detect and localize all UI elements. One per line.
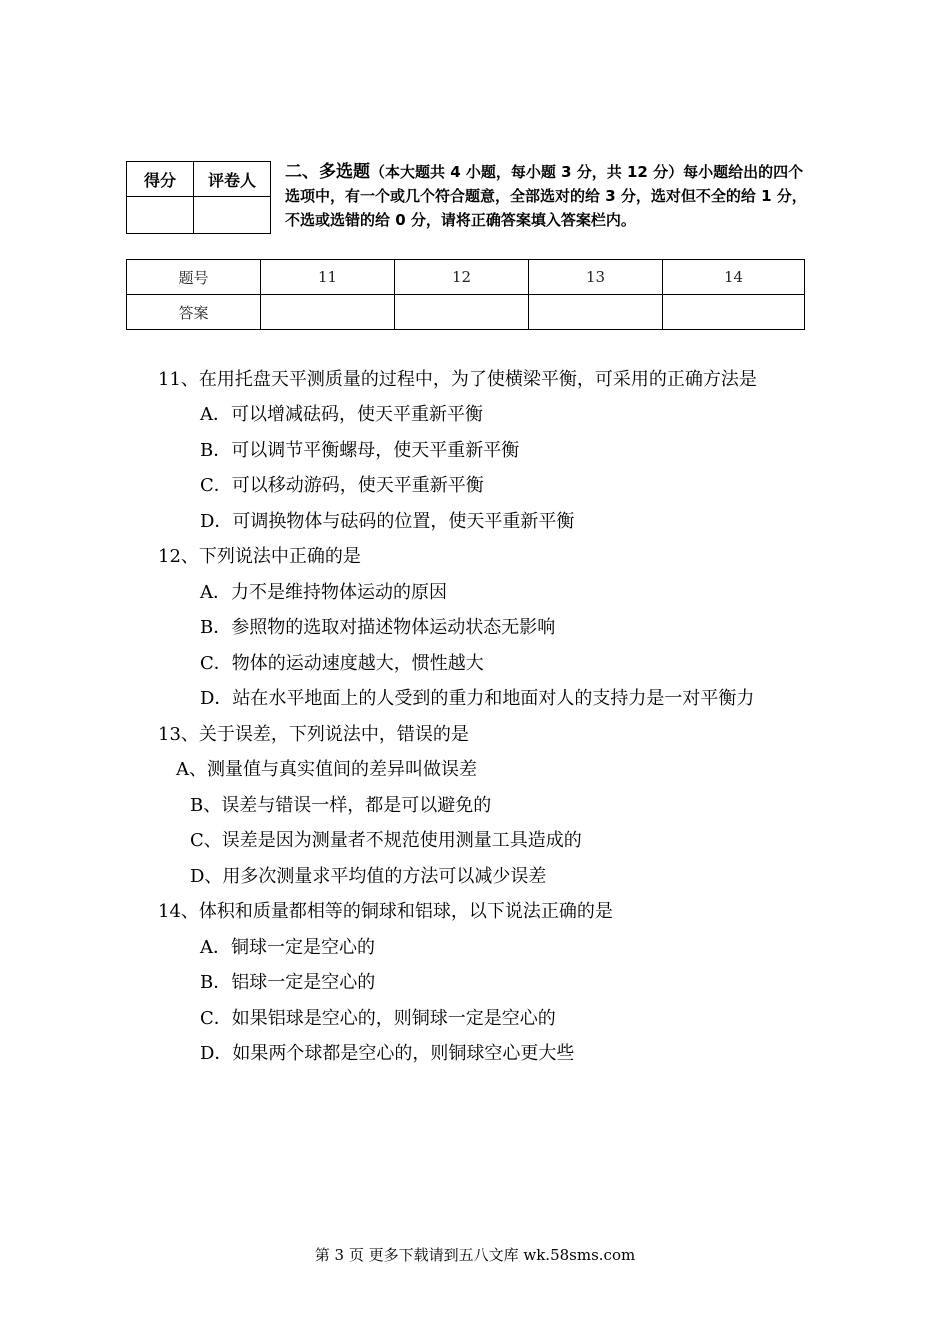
question-option: B．参照物的选取对描述物体运动状态无影响	[200, 617, 556, 638]
answer-cell-11[interactable]	[261, 295, 395, 330]
answer-table-number: 14	[663, 260, 805, 295]
score-label: 得分	[127, 162, 194, 197]
question-option: A．力不是维持物体运动的原因	[200, 582, 447, 603]
question-option: B．可以调节平衡螺母，使天平重新平衡	[200, 440, 520, 461]
question-option: C．物体的运动速度越大，惯性越大	[200, 653, 484, 674]
grader-field[interactable]	[194, 197, 271, 234]
answer-cell-13[interactable]	[529, 295, 663, 330]
question-option: B、误差与错误一样，都是可以避免的	[190, 795, 492, 816]
score-grader-box	[126, 161, 271, 234]
grader-label: 评卷人	[194, 162, 271, 197]
question-option: C．如果铝球是空心的，则铜球一定是空心的	[200, 1008, 556, 1029]
answer-cell-12[interactable]	[395, 295, 529, 330]
answer-table-number: 13	[529, 260, 663, 295]
question-stem: 12、下列说法中正确的是	[158, 546, 361, 567]
question-stem: 13、关于误差，下列说法中，错误的是	[158, 724, 469, 745]
answer-table-number: 12	[395, 260, 529, 295]
question-option: A、测量值与真实值间的差异叫做误差	[176, 759, 477, 780]
question-option: C、误差是因为测量者不规范使用测量工具造成的	[190, 830, 582, 851]
question-option: D．可调换物体与砝码的位置，使天平重新平衡	[200, 511, 575, 532]
answer-cell-14[interactable]	[663, 295, 805, 330]
score-field[interactable]	[127, 197, 194, 234]
section-instructions: （本大题共 4 小题，每小题 3 分，共 12 分）每小题给出的四个选项中，有一个或几个符合题意，全部选对的给 3 分，选对但不全的给 1 分，不选或选错的给 0 分，请将正确答案填入答案栏内。	[285, 163, 807, 229]
question-option: A．铜球一定是空心的	[200, 937, 375, 958]
question-option: C．可以移动游码，使天平重新平衡	[200, 475, 484, 496]
question-option: A．可以增减砝码，使天平重新平衡	[200, 404, 483, 425]
question-stem: 14、体积和质量都相等的铜球和铝球，以下说法正确的是	[158, 901, 613, 922]
answer-table-answer-label: 答案	[127, 295, 261, 330]
page-footer: 第 3 页 更多下载请到五八文库 wk.58sms.com	[314, 1246, 636, 1264]
answer-table	[126, 259, 805, 330]
question-option: D、用多次测量求平均值的方法可以减少误差	[190, 866, 547, 887]
question-option: D．站在水平地面上的人受到的重力和地面对人的支持力是一对平衡力	[200, 688, 755, 709]
question-option: D．如果两个球都是空心的，则铜球空心更大些	[200, 1043, 575, 1064]
answer-table-number-label: 题号	[127, 260, 261, 295]
section-header	[285, 160, 809, 232]
question-stem: 11、在用托盘天平测质量的过程中，为了使横梁平衡，可采用的正确方法是	[158, 369, 757, 390]
question-option: B．铝球一定是空心的	[200, 972, 376, 993]
section-title: 二、多选题	[285, 162, 370, 182]
answer-table-number: 11	[261, 260, 395, 295]
